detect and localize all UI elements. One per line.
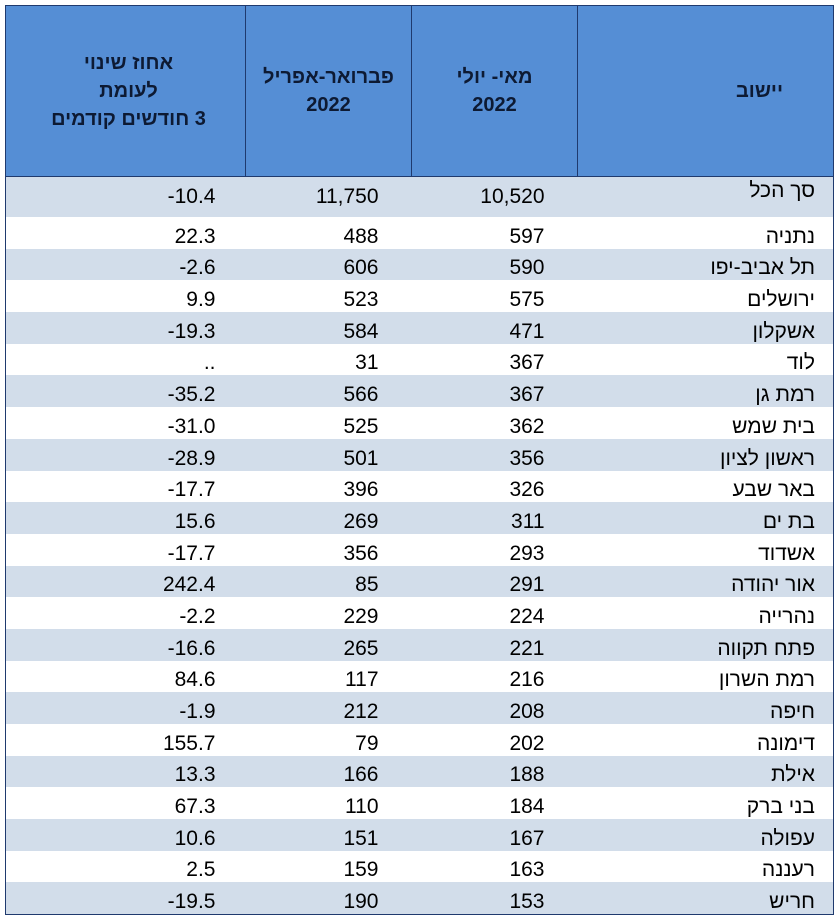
pct-change-cell: -35.2 bbox=[6, 375, 246, 407]
pct-change-cell: -16.6 bbox=[6, 629, 246, 661]
table-row bbox=[6, 249, 834, 281]
feb-apr-cell: 269 bbox=[246, 502, 412, 534]
pct-change-cell: -17.7 bbox=[6, 471, 246, 503]
city-cell: נתניה bbox=[578, 217, 834, 249]
feb-apr-cell: 606 bbox=[246, 249, 412, 281]
table-row bbox=[6, 534, 834, 566]
city-cell: רמת גן bbox=[578, 375, 834, 407]
may-jul-cell: 367 bbox=[412, 375, 578, 407]
table-row bbox=[6, 629, 834, 661]
pct-change-cell: 10.6 bbox=[6, 819, 246, 851]
city-statistics-table bbox=[5, 5, 834, 915]
pct-change-cell: 67.3 bbox=[6, 787, 246, 819]
city-cell: רמת השרון bbox=[578, 661, 834, 693]
table-row bbox=[6, 566, 834, 598]
table-row bbox=[6, 597, 834, 629]
city-cell: סך הכל bbox=[578, 177, 834, 218]
city-cell: אילת bbox=[578, 756, 834, 788]
feb-apr-cell: 523 bbox=[246, 280, 412, 312]
table-row bbox=[6, 344, 834, 376]
may-jul-cell: 202 bbox=[412, 724, 578, 756]
pct-change-cell: -28.9 bbox=[6, 439, 246, 471]
feb-apr-cell: 584 bbox=[246, 312, 412, 344]
city-cell: בית שמש bbox=[578, 407, 834, 439]
table-row bbox=[6, 661, 834, 693]
table-row bbox=[6, 280, 834, 312]
pct-change-cell: -1.9 bbox=[6, 692, 246, 724]
city-cell: חיפה bbox=[578, 692, 834, 724]
may-jul-cell: 221 bbox=[412, 629, 578, 661]
pct-change-cell: 9.9 bbox=[6, 280, 246, 312]
city-cell: בת ים bbox=[578, 502, 834, 534]
header-may-jul: מאי- יולי 2022 bbox=[412, 6, 578, 177]
feb-apr-cell: 501 bbox=[246, 439, 412, 471]
city-cell: לוד bbox=[578, 344, 834, 376]
feb-apr-cell: 525 bbox=[246, 407, 412, 439]
table-row bbox=[6, 439, 834, 471]
may-jul-cell: 367 bbox=[412, 344, 578, 376]
may-jul-cell: 471 bbox=[412, 312, 578, 344]
may-jul-cell: 575 bbox=[412, 280, 578, 312]
pct-change-cell: -17.7 bbox=[6, 534, 246, 566]
table-row bbox=[6, 471, 834, 503]
pct-change-cell: -19.3 bbox=[6, 312, 246, 344]
pct-change-cell: 22.3 bbox=[6, 217, 246, 249]
may-jul-cell: 153 bbox=[412, 882, 578, 914]
header-pct-change: אחוז שינוי לעומת 3 חודשים קודמים bbox=[6, 6, 246, 177]
table-body bbox=[6, 177, 834, 915]
city-cell: ירושלים bbox=[578, 280, 834, 312]
may-jul-cell: 208 bbox=[412, 692, 578, 724]
data-table-container bbox=[5, 5, 833, 915]
pct-change-cell: .. bbox=[6, 344, 246, 376]
city-cell: באר שבע bbox=[578, 471, 834, 503]
city-cell: בני ברק bbox=[578, 787, 834, 819]
may-jul-cell: 293 bbox=[412, 534, 578, 566]
table-row bbox=[6, 819, 834, 851]
feb-apr-cell: 488 bbox=[246, 217, 412, 249]
table-row bbox=[6, 692, 834, 724]
may-jul-cell: 597 bbox=[412, 217, 578, 249]
feb-apr-cell: 166 bbox=[246, 756, 412, 788]
may-jul-cell: 362 bbox=[412, 407, 578, 439]
may-jul-cell: 188 bbox=[412, 756, 578, 788]
city-cell: חריש bbox=[578, 882, 834, 914]
feb-apr-cell: 11,750 bbox=[246, 177, 412, 218]
table-row bbox=[6, 375, 834, 407]
table-row bbox=[6, 851, 834, 883]
table-row bbox=[6, 882, 834, 914]
pct-change-cell: -31.0 bbox=[6, 407, 246, 439]
header-city: יישוב bbox=[578, 6, 834, 177]
pct-change-cell: -10.4 bbox=[6, 177, 246, 218]
table-row bbox=[6, 312, 834, 344]
feb-apr-cell: 190 bbox=[246, 882, 412, 914]
feb-apr-cell: 356 bbox=[246, 534, 412, 566]
may-jul-cell: 356 bbox=[412, 439, 578, 471]
feb-apr-cell: 566 bbox=[246, 375, 412, 407]
table-row bbox=[6, 502, 834, 534]
city-cell: רעננה bbox=[578, 851, 834, 883]
feb-apr-cell: 229 bbox=[246, 597, 412, 629]
city-cell: פתח תקווה bbox=[578, 629, 834, 661]
feb-apr-cell: 85 bbox=[246, 566, 412, 598]
may-jul-cell: 590 bbox=[412, 249, 578, 281]
feb-apr-cell: 151 bbox=[246, 819, 412, 851]
may-jul-cell: 10,520 bbox=[412, 177, 578, 218]
feb-apr-cell: 79 bbox=[246, 724, 412, 756]
pct-change-cell: 15.6 bbox=[6, 502, 246, 534]
feb-apr-cell: 265 bbox=[246, 629, 412, 661]
header-feb-apr: פברואר-אפריל 2022 bbox=[246, 6, 412, 177]
may-jul-cell: 163 bbox=[412, 851, 578, 883]
table-row bbox=[6, 217, 834, 249]
feb-apr-cell: 117 bbox=[246, 661, 412, 693]
feb-apr-cell: 396 bbox=[246, 471, 412, 503]
pct-change-cell: 155.7 bbox=[6, 724, 246, 756]
may-jul-cell: 216 bbox=[412, 661, 578, 693]
pct-change-cell: 242.4 bbox=[6, 566, 246, 598]
pct-change-cell: -2.6 bbox=[6, 249, 246, 281]
feb-apr-cell: 159 bbox=[246, 851, 412, 883]
may-jul-cell: 311 bbox=[412, 502, 578, 534]
may-jul-cell: 326 bbox=[412, 471, 578, 503]
feb-apr-cell: 110 bbox=[246, 787, 412, 819]
city-cell: ראשון לציון bbox=[578, 439, 834, 471]
may-jul-cell: 291 bbox=[412, 566, 578, 598]
may-jul-cell: 167 bbox=[412, 819, 578, 851]
total-row bbox=[6, 177, 834, 218]
table-row bbox=[6, 407, 834, 439]
may-jul-cell: 184 bbox=[412, 787, 578, 819]
city-cell: אור יהודה bbox=[578, 566, 834, 598]
city-cell: אשדוד bbox=[578, 534, 834, 566]
city-cell: דימונה bbox=[578, 724, 834, 756]
feb-apr-cell: 212 bbox=[246, 692, 412, 724]
table-row bbox=[6, 787, 834, 819]
pct-change-cell: 84.6 bbox=[6, 661, 246, 693]
feb-apr-cell: 31 bbox=[246, 344, 412, 376]
pct-change-cell: -2.2 bbox=[6, 597, 246, 629]
table-row bbox=[6, 756, 834, 788]
table-row bbox=[6, 724, 834, 756]
pct-change-cell: 13.3 bbox=[6, 756, 246, 788]
pct-change-cell: 2.5 bbox=[6, 851, 246, 883]
may-jul-cell: 224 bbox=[412, 597, 578, 629]
city-cell: תל אביב-יפו bbox=[578, 249, 834, 281]
city-cell: עפולה bbox=[578, 819, 834, 851]
city-cell: נהרייה bbox=[578, 597, 834, 629]
pct-change-cell: -19.5 bbox=[6, 882, 246, 914]
header-row bbox=[6, 6, 834, 177]
city-cell: אשקלון bbox=[578, 312, 834, 344]
